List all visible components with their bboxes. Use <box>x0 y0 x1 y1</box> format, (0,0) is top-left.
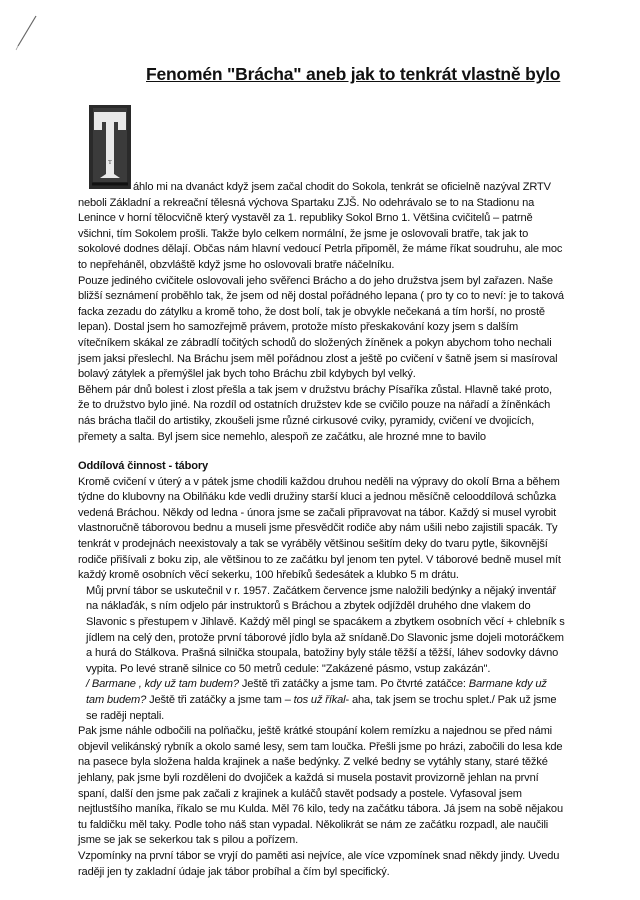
section-heading: Oddílová činnost - tábory <box>78 460 209 473</box>
dropcap-letter-t <box>88 104 132 190</box>
article-body <box>78 196 566 881</box>
dialogue-italic-1: / Barmane , kdy už tam budem? <box>86 678 239 691</box>
paragraph-dialogue: / Barmane , kdy už tam budem? Ještě tři zatáčky a jsme tam. Po čtvrté zatáčce: Barmane kdy už tam budem? Ještě tři zatáčky a jsme tam – tos už říkal- aha, tak jsem se trochu splet./ Pak už jsme se raději neptali. <box>86 678 557 722</box>
dialogue-italic-2: Barmane kdy už tam budem? <box>86 678 547 706</box>
paragraph-first-camp: Můj první tábor se uskutečnil v r. 1957. Začátkem července jsme naložili bedýnky a nějaký inventář na náklaďák, s ním odjelo pár instruktorů s Bráchou a zbytek odjížděl druhého dne vlakem do Slavonic s přestupem v Jihlavě. Každý měl pingl se spacákem a zbytkem osobních věcí + chlebník s jídlem na celý den, protože první táborové jídlo byla až snídaně.Do Slavonic jsme dojeli motoráčkem a hurá do Stálkova. Prašná silnička stoupala, batožiny byly stále těžší a těžší, láhev sodovky dávno vypita. Po levé straně silnice co 50 metrů cedule: "Zakázené pásmo, vstup zakázán". <box>86 584 565 675</box>
page-title: Fenomén "Brácha" aneb jak to tenkrát vlastně bylo <box>146 64 561 84</box>
dialogue-italic-3: tos už říkal <box>293 694 346 706</box>
dropcap-glyph: T <box>108 160 112 166</box>
intro-paragraph: neboli Základní a rekreační tělesná výchova Spartaku ZJŠ. No odehrávalo se to na Stadionu na Lenince v horní tělocvičně který vystavěl za 1. republiky Sokol Brno 1. Většina cvičitelů – patrně všichni, tím Sokolem prošli. Takže bylo celkem normální, že jsme je oslovovali bratře, tak jak to sokolové dodnes dělají. Občas nám hlavní vedoucí Petrla připoměl, že máme říkat soudruhu, ale moc to nepřeháněl, obzvláště když jsme ho oslovovali bratře náčelníku. <box>78 196 563 271</box>
paragraph-memories: Vzpomínky na první tábor se vryjí do paměti asi nejvíce, ale více vzpomínek snad někdy jindy. Uvedu raději jen ty zakladní údaje jak tábor probíhal a čím byl specifický. <box>78 849 560 878</box>
paragraph-artistics: Během pár dnů bolest i zlost přešla a tak jsem v družstvu bráchy Písaříka zůstal. Hlavně také proto, že to družstvo bylo jiné. Na rozdíl od ostatních družstev kde se cvičilo pouze na nářadí a žíněnkách nás brácha tlačil do artistiky, zkoušeli jsme různé cirkusové cviky, pyramidy, cvičení ve dvojicích, přemety a salta. Byl jsem sice nemehlo, alespoň ze začátku, ale hrozné mne to bavilo <box>78 383 552 443</box>
paragraph-camp-site: Pak jsme náhle odbočili na polňačku, ještě krátké stoupání kolem remízku a najednou se před námi objevil velikánský rybník a okolo samé lesy, sem tam loučka. Přešli jsme po hrázi, zabočili do lesa kde na pasece byla složena halda krajinek a naše bedýnky. Z velké bedny se vytáhly stany, staré těžké jehlany, pak jsme byli rozděleni do dvojiček a každá si musela postavit provizorně jehlan na první spaní, další den jsme pak začali z krajinek a kuláčů stavět podsady a postele. Vyfasoval jsem nejtlustšího maníka, říkalo se mu Kulda. Měl 76 kilo, tedy na začátku tábora. Já jsem na sobě nějakou tu faldičku měl taky. Podle toho náš stan vypadal. Několikrát se nám ze začátku rozpadl, ale naučili jsme se jak se sekerkou tak s pilou a pořízem. <box>78 725 563 847</box>
paragraph-preparation: Kromě cvičení v úterý a v pátek jsme chodili každou druhou neděli na výpravy do okolí Brna a během týdne do klubovny na Obilňáku kde vedli družiny starší kluci a jednou měsíčně celooddílová schůzka vedená Bráchou. Někdy od ledna - února jsme se začali připravovat na tábor. Každý si musel vyrobit vlastnoručně táborovou bednu a museli jsme přesvědčit rodiče aby nám ušili nebo zajistili spacák. Ty tenkrát v prodejnách neexistovaly a tak se vyráběly většinou sešitím deky do tvaru pytle, šikovnější rodiče přišívali z boku zip, ale většinou to ze začátku byl jenom ten pytel. V táborové bedně musel mít každý kromě osobních věcí sekerku, 100 hřebíků šedesátek a klubko 5 m drátu. <box>78 475 561 582</box>
paragraph-bracha-intro: Pouze jediného cvičitele oslovovali jeho svěřenci Brácho a do jeho družstva jsem byl zařazen. Naše bližší seznámení proběhlo tak, že jsem od něj dostal pořádného lepana ( pro ty co to neví: je to taková facka zezadu do zátylku a kromě toho, že dost bolí, tak je obvykle nečekaná a tím horší, no prostě lepan). Dostal jsem ho samozřejmě právem, protože místo přeskakování kozy jsem s dalším vítečníkem skákal ze zábradlí točitých schodů do složených žíněnek a pokyn abychom toho nechali jsem jaksi přeslechl. Na Bráchu jsem měl pořádnou zlost a ještě po cvičení v šatně jsem si masíroval bolavý zátylek a přemýšlel jak bych toho Bráchu zbil kdybych byl velký. <box>78 274 564 381</box>
pen-stroke-mark <box>12 12 42 52</box>
intro-first-line: áhlo mi na dvanáct když jsem začal chodit do Sokola, tenkrát se oficielně nazýval ZRTV <box>133 181 551 193</box>
